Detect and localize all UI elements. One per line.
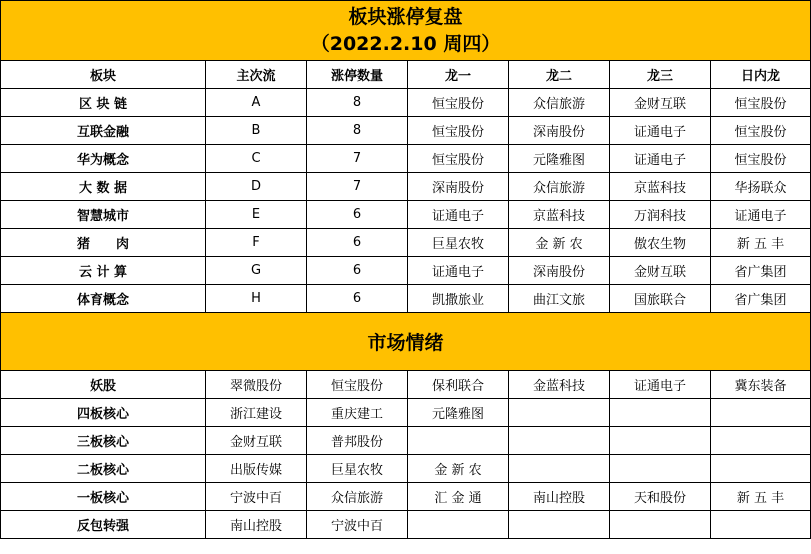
market-stock (610, 455, 711, 483)
market-section-title: 市场情绪 (1, 313, 811, 371)
market-label: 二板核心 (1, 455, 206, 483)
sector-intraday: 恒宝股份 (711, 89, 811, 117)
sector-dragon3: 金财互联 (610, 89, 711, 117)
market-stock (610, 511, 711, 539)
sector-flow: B (206, 117, 307, 145)
sector-dragon2: 金 新 农 (509, 229, 610, 257)
sector-row (1, 285, 811, 313)
header-dragon2: 龙二 (509, 61, 610, 89)
sector-name: 大 数 据 (1, 173, 206, 201)
market-label: 一板核心 (1, 483, 206, 511)
sector-name: 区 块 链 (1, 89, 206, 117)
sector-row (1, 89, 811, 117)
market-stock: 浙江建设 (206, 399, 307, 427)
sector-dragon2: 深南股份 (509, 257, 610, 285)
sector-row (1, 117, 811, 145)
market-stock: 汇 金 通 (408, 483, 509, 511)
market-stock (610, 427, 711, 455)
market-row (1, 399, 811, 427)
header-intraday: 日内龙 (711, 61, 811, 89)
market-stock: 新 五 丰 (711, 483, 811, 511)
sector-dragon2: 众信旅游 (509, 173, 610, 201)
sector-row (1, 201, 811, 229)
sector-dragon3: 傲农生物 (610, 229, 711, 257)
sector-dragon1: 恒宝股份 (408, 89, 509, 117)
market-stock: 恒宝股份 (307, 371, 408, 399)
sector-flow: E (206, 201, 307, 229)
market-stock: 元隆雅图 (408, 399, 509, 427)
market-row (1, 427, 811, 455)
market-stock: 保利联合 (408, 371, 509, 399)
sector-intraday: 恒宝股份 (711, 145, 811, 173)
sector-flow: F (206, 229, 307, 257)
sector-row (1, 145, 811, 173)
sector-dragon1: 证通电子 (408, 257, 509, 285)
market-stock (711, 511, 811, 539)
market-stock: 南山控股 (206, 511, 307, 539)
sector-name: 体育概念 (1, 285, 206, 313)
sector-dragon2: 深南股份 (509, 117, 610, 145)
market-stock: 宁波中百 (307, 511, 408, 539)
sector-dragon2: 曲江文旅 (509, 285, 610, 313)
market-row (1, 483, 811, 511)
market-stock (509, 455, 610, 483)
sector-dragon3: 金财互联 (610, 257, 711, 285)
market-stock (711, 455, 811, 483)
sector-dragon3: 国旅联合 (610, 285, 711, 313)
market-stock (610, 399, 711, 427)
title-line-2: （2022.2.10 周四） (310, 32, 501, 55)
market-stock (711, 399, 811, 427)
sector-intraday: 华扬联众 (711, 173, 811, 201)
market-label: 反包转强 (1, 511, 206, 539)
sector-intraday: 恒宝股份 (711, 117, 811, 145)
sector-count: 6 (307, 285, 408, 313)
market-stock (509, 427, 610, 455)
sector-intraday: 证通电子 (711, 201, 811, 229)
sector-count: 8 (307, 117, 408, 145)
market-stock (711, 427, 811, 455)
market-row (1, 371, 811, 399)
market-label: 妖股 (1, 371, 206, 399)
sector-intraday: 新 五 丰 (711, 229, 811, 257)
sector-flow: G (206, 257, 307, 285)
sector-flow: H (206, 285, 307, 313)
market-stock: 翠微股份 (206, 371, 307, 399)
sector-dragon3: 京蓝科技 (610, 173, 711, 201)
sector-name: 互联金融 (1, 117, 206, 145)
market-stock: 重庆建工 (307, 399, 408, 427)
market-row (1, 511, 811, 539)
sector-intraday: 省广集团 (711, 257, 811, 285)
sector-dragon3: 证通电子 (610, 117, 711, 145)
sector-dragon2: 京蓝科技 (509, 201, 610, 229)
sector-dragon3: 万润科技 (610, 201, 711, 229)
sector-flow: C (206, 145, 307, 173)
sector-dragon2: 元隆雅图 (509, 145, 610, 173)
sector-dragon1: 恒宝股份 (408, 117, 509, 145)
sector-intraday: 省广集团 (711, 285, 811, 313)
sector-dragon1: 凯撒旅业 (408, 285, 509, 313)
market-section-row (1, 313, 811, 371)
sector-flow: A (206, 89, 307, 117)
market-stock (509, 511, 610, 539)
market-row (1, 455, 811, 483)
sector-dragon3: 证通电子 (610, 145, 711, 173)
sector-count: 6 (307, 229, 408, 257)
page-title (1, 1, 811, 61)
sector-count: 6 (307, 257, 408, 285)
sector-name: 云 计 算 (1, 257, 206, 285)
market-stock: 证通电子 (610, 371, 711, 399)
market-stock: 冀东装备 (711, 371, 811, 399)
sector-dragon2: 众信旅游 (509, 89, 610, 117)
market-stock: 天和股份 (610, 483, 711, 511)
column-header-row (1, 61, 811, 89)
market-stock (408, 427, 509, 455)
header-dragon1: 龙一 (408, 61, 509, 89)
header-dragon3: 龙三 (610, 61, 711, 89)
market-stock: 金蓝科技 (509, 371, 610, 399)
market-stock: 金 新 农 (408, 455, 509, 483)
title-line-1: 板块涨停复盘 (348, 5, 463, 28)
header-flow: 主次流 (206, 61, 307, 89)
sector-dragon1: 深南股份 (408, 173, 509, 201)
header-sector: 板块 (1, 61, 206, 89)
sector-name: 猪 肉 (1, 229, 206, 257)
header-limit-count: 涨停数量 (307, 61, 408, 89)
market-stock: 巨星农牧 (307, 455, 408, 483)
sector-dragon1: 巨星农牧 (408, 229, 509, 257)
sector-row (1, 257, 811, 285)
sector-count: 7 (307, 173, 408, 201)
sector-dragon1: 恒宝股份 (408, 145, 509, 173)
sector-flow: D (206, 173, 307, 201)
market-stock: 众信旅游 (307, 483, 408, 511)
market-stock: 普邦股份 (307, 427, 408, 455)
market-stock: 宁波中百 (206, 483, 307, 511)
sector-dragon1: 证通电子 (408, 201, 509, 229)
market-stock: 南山控股 (509, 483, 610, 511)
market-stock (408, 511, 509, 539)
sector-row (1, 229, 811, 257)
market-stock (509, 399, 610, 427)
market-label: 三板核心 (1, 427, 206, 455)
sector-count: 7 (307, 145, 408, 173)
sector-count: 6 (307, 201, 408, 229)
market-stock: 出版传媒 (206, 455, 307, 483)
sector-name: 华为概念 (1, 145, 206, 173)
title-row (1, 1, 811, 61)
sector-count: 8 (307, 89, 408, 117)
market-label: 四板核心 (1, 399, 206, 427)
market-stock: 金财互联 (206, 427, 307, 455)
sector-name: 智慧城市 (1, 201, 206, 229)
sector-row (1, 173, 811, 201)
